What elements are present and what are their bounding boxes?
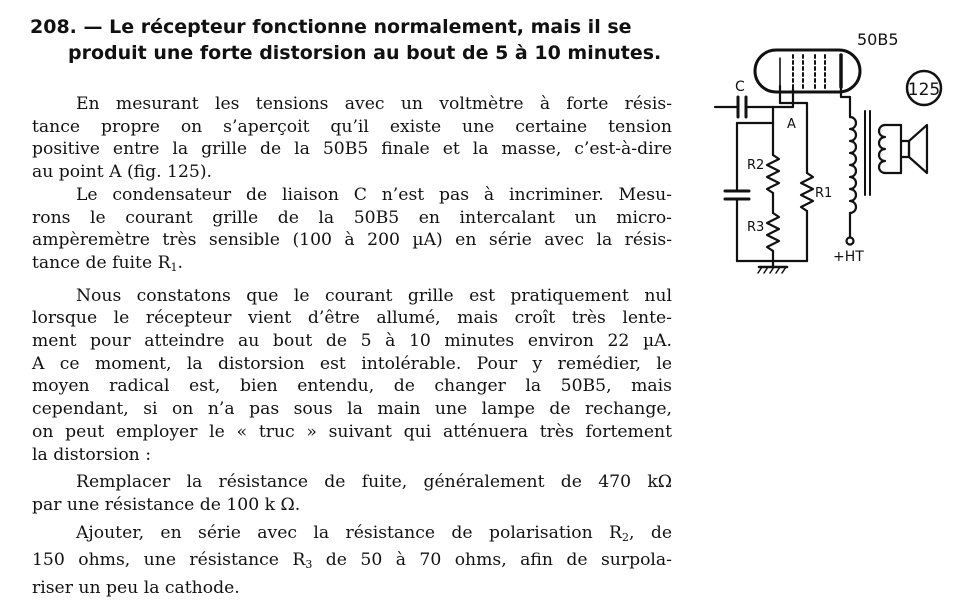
label-r1: R1 xyxy=(815,186,833,201)
resistor-r3 xyxy=(767,213,779,251)
text-line: riser un peu la cathode. xyxy=(32,578,240,599)
paragraph-1 xyxy=(32,93,672,184)
resistor-r1 xyxy=(801,173,813,211)
text-line: positive entre la grille de la 50B5 finale et la masse, c’est-à-dire xyxy=(32,139,672,160)
text-run: tance de fuite R xyxy=(32,252,171,273)
text-line: au point A (fig. 125). xyxy=(32,162,213,183)
text-run: , de xyxy=(628,522,672,543)
paragraph-5 xyxy=(32,522,672,600)
speaker-magnet xyxy=(901,141,909,157)
transformer-primary xyxy=(850,117,856,213)
tube-label: 50B5 xyxy=(857,30,899,49)
text-line: ampèremètre très sensible (100 à 200 µA) en série avec la résis- xyxy=(32,230,672,251)
text-line: En mesurant les tensions avec un voltmètre à forte résis- xyxy=(76,94,672,114)
text-line: ment pour atteindre au bout de 5 à 10 minutes environ 22 µA. xyxy=(32,331,672,352)
text-line xyxy=(32,252,672,280)
text-line: Remplacer la résistance de fuite, généralement de 470 kΩ xyxy=(76,472,672,493)
text-line: tance propre on s’aperçoit qu’il existe une certaine tension xyxy=(32,116,672,137)
paragraph-2 xyxy=(32,184,672,280)
heading-text-1: — Le récepteur fonctionne normalement, mais il se xyxy=(83,16,632,38)
text-line: Le condensateur de liaison C n’est pas à incriminer. Mesu- xyxy=(76,184,672,205)
paragraph-4 xyxy=(32,471,672,516)
ht-terminal xyxy=(847,238,854,245)
text-line: lorsque le récepteur vient d’être allumé, mais croît très lente- xyxy=(32,308,672,329)
subscript: 2 xyxy=(621,530,629,544)
circuit-diagram xyxy=(705,25,955,295)
text-run: 150 ohms, une résistance R xyxy=(32,550,306,571)
text-line: par une résistance de 100 k Ω. xyxy=(32,494,301,515)
speaker-cone xyxy=(909,125,927,173)
text-line: Nous constatons que le courant grille est pratiquement nul xyxy=(76,285,672,306)
text-run: Ajouter, en série avec la résistance de polarisation R xyxy=(76,522,622,543)
label-r3: R3 xyxy=(747,220,765,235)
figure-number: 125 xyxy=(907,80,941,100)
text-run: . xyxy=(177,252,184,273)
text-run: de 50 à 70 ohms, afin de surpola- xyxy=(312,550,672,571)
text-line: on peut employer le « truc » suivant qui atténuera très fortement xyxy=(32,421,672,442)
heading-line-1 xyxy=(30,14,680,40)
label-ht: +HT xyxy=(833,249,864,265)
body-text xyxy=(32,93,672,600)
paragraph-3 xyxy=(32,285,672,467)
section-number: 208. xyxy=(30,16,77,38)
resistor-r2 xyxy=(767,155,779,193)
heading-line-2: produit une forte distorsion au bout de 5 à 10 minutes. xyxy=(68,42,662,64)
tube-envelope xyxy=(755,50,860,92)
text-line: moyen radical est, bien entendu, de changer la 50B5, mais xyxy=(32,376,672,397)
text-line: la distorsion : xyxy=(32,444,151,465)
text-line xyxy=(32,522,672,550)
section-heading xyxy=(30,14,680,66)
text-line xyxy=(32,549,672,577)
label-point-a: A xyxy=(787,117,796,132)
text-line: rons le courant grille de la 50B5 en intercalant un micro- xyxy=(32,207,672,228)
text-line: A ce moment, la distorsion est intolérable. Pour y remédier, le xyxy=(32,353,672,374)
label-r2: R2 xyxy=(747,158,765,173)
transformer-secondary xyxy=(879,125,885,173)
subscript: 3 xyxy=(305,558,313,572)
subscript: 1 xyxy=(170,260,178,274)
text-line: cependant, si on n’a pas sous la main une lampe de rechange, xyxy=(32,399,672,420)
label-capacitor: C xyxy=(735,79,745,95)
